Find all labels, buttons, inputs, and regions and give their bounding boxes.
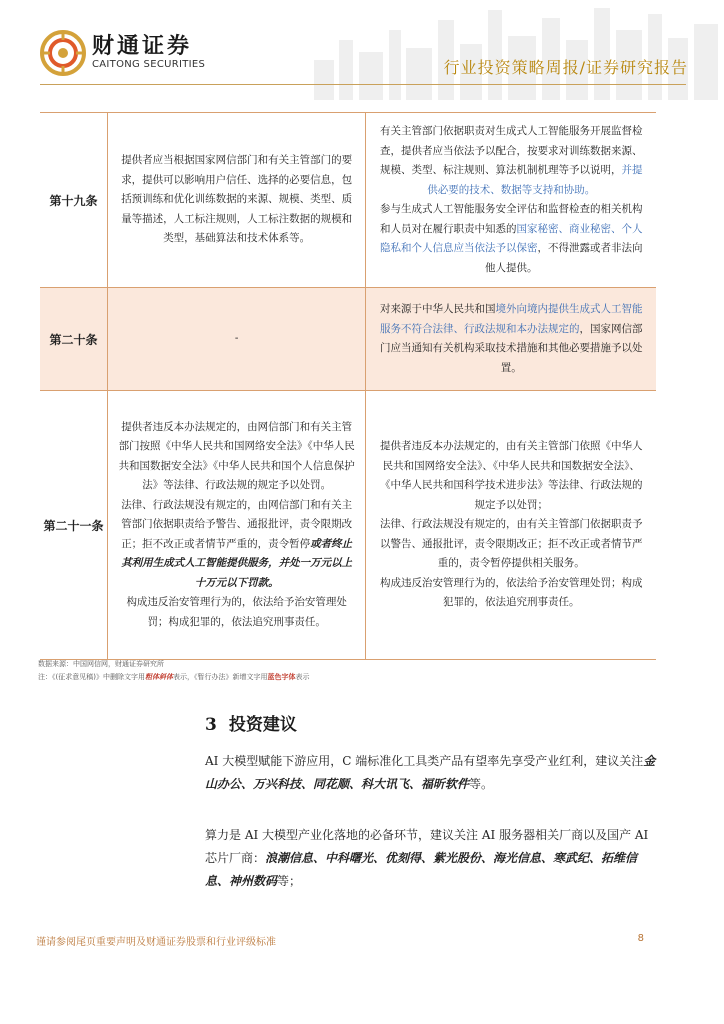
draft-text-deleted: 或者终止其利用生成式人工智能提供服务，并处一万元以上十万元以下罚款。 — [121, 537, 353, 589]
city-skyline-graphic — [304, 0, 724, 100]
table-notes — [38, 658, 309, 684]
company-logo — [40, 30, 205, 76]
page-number: 8 — [637, 933, 644, 944]
draft-text: 提供者应当根据国家网信部门和有关主管部门的要求，提供可以影响用户信任、选择的必要信息，包括预训练和优化训练数据的来源、规模、类型、质量等描述，人工标注规则，人工标注数据的规模和类型，基础算法和技术体系等。 — [121, 154, 353, 245]
page-header — [0, 0, 724, 100]
draft-text-cell — [108, 113, 367, 287]
footer-disclaimer: 谨请参阅尾页重要声明及财通证券股票和行业评级标准 — [36, 937, 276, 948]
draft-text: - — [234, 332, 239, 345]
data-source: 数据来源：中国网信网，财通证券研究所 — [38, 660, 164, 668]
header-divider — [40, 84, 686, 85]
section-number: 3 — [205, 715, 217, 735]
legend-note: 注：《(征求意见稿)》中删除文字用粗体斜体表示，《暂行办法》新增文字用蓝色字体表示 — [38, 673, 310, 681]
draft-text: 法律、行政法规没有规定的，由网信部门和有关主管部门依据职责给予警告、通报批评，责令限期改正；拒不改正或者情节严重的，责令暂停 — [121, 498, 353, 550]
final-text: ，国家网信部门应当通知有关机构采取技术措施和其他必要措施予以处置。 — [380, 322, 643, 374]
table-row — [40, 391, 656, 660]
recommended-stocks: 金山办公、万兴科技、同花顺、科大讯飞、福昕软件 — [205, 754, 656, 791]
final-text: 参与生成式人工智能服务安全评估和监督检查的相关机构和人员对在履行职责中知悉的 — [380, 203, 643, 235]
draft-text-cell — [108, 288, 367, 390]
report-type-label: 行业投资策略周报/证券研究报告 — [443, 58, 688, 77]
final-text: 构成违反治安管理行为的，依法给予治安管理处罚；构成犯罪的，依法追究刑事责任。 — [380, 576, 643, 609]
final-text-added: 并提供必要的技术、数据等支持和协助。 — [427, 164, 643, 196]
table-row — [40, 113, 656, 288]
article-number: 第二十一条 — [40, 391, 108, 659]
section-heading — [205, 710, 309, 735]
final-text: 对来源于中华人民共和国 — [380, 303, 496, 315]
final-text: ，不得泄露或者非法向他人提供。 — [485, 242, 643, 274]
article-number: 第二十条 — [40, 288, 108, 390]
table-row — [40, 288, 656, 391]
article-number: 第十九条 — [40, 113, 108, 287]
final-text-added: 国家秘密、商业秘密、个人隐私和个人信息应当依法予以保密 — [380, 222, 643, 254]
recommendation-paragraph: AI 大模型赋能下游应用，C 端标准化工具类产品有望率先享受产业红利，建议关注金山办公、万兴科技、同花顺、科大讯飞、福昕软件等。 — [205, 754, 656, 791]
regulation-comparison-table — [40, 112, 656, 660]
final-text-added: 境外向境内提供生成式人工智能服务不符合法律、行政法规和本办法规定的 — [380, 303, 643, 335]
section-title: 投资建议 — [228, 715, 297, 735]
final-text: 法律、行政法规没有规定的，由有关主管部门依据职责予以警告、通报批评，责令限期改正；拒不改正或者情节严重的，责令暂停提供相关服务。 — [380, 518, 643, 570]
final-text-cell — [366, 288, 656, 390]
final-text: 提供者违反本办法规定的，由有关主管部门依照《中华人民共和国网络安全法》、《中华人民共和国数据安全法》、《中华人民共和国科学技术进步法》等法律、行政法规的规定予以处罚； — [380, 440, 643, 511]
logo-english-name: CAITONG SECURITIES — [92, 59, 206, 70]
draft-text: 提供者违反本办法规定的，由网信部门和有关主管部门按照《中华人民共和国网络安全法》《中华人民共和国数据安全法》《中华人民共和国个人信息保护法》等法律、行政法规的规定予以处罚。 — [118, 420, 355, 492]
recommended-stocks: 浪潮信息、中科曙光、优刻得、紫光股份、海光信息、寒武纪、拓维信息、神州数码 — [205, 851, 638, 888]
recommendation-paragraph: 算力是 AI 大模型产业化落地的必备环节，建议关注 AI 服务器相关厂商以及国产 AI 芯片厂商：浪潮信息、中科曙光、优刻得、紫光股份、海光信息、寒武纪、拓维信息、神州数码等； — [205, 828, 649, 888]
logo-chinese-name: 财通证券 — [92, 34, 193, 59]
draft-text: 构成违反治安管理行为的，依法给予治安管理处罚；构成犯罪的，依法追究刑事责任。 — [126, 596, 347, 628]
final-text-cell — [366, 391, 656, 659]
caitong-logo-icon — [40, 30, 86, 76]
draft-text-cell — [108, 391, 367, 659]
final-text: 有关主管部门依据职责对生成式人工智能服务开展监督检查，提供者应当依法予以配合，按要求对训练数据来源、规模、类型、标注规则、算法机制机理等予以说明， — [380, 125, 643, 176]
final-text-cell — [366, 113, 656, 287]
